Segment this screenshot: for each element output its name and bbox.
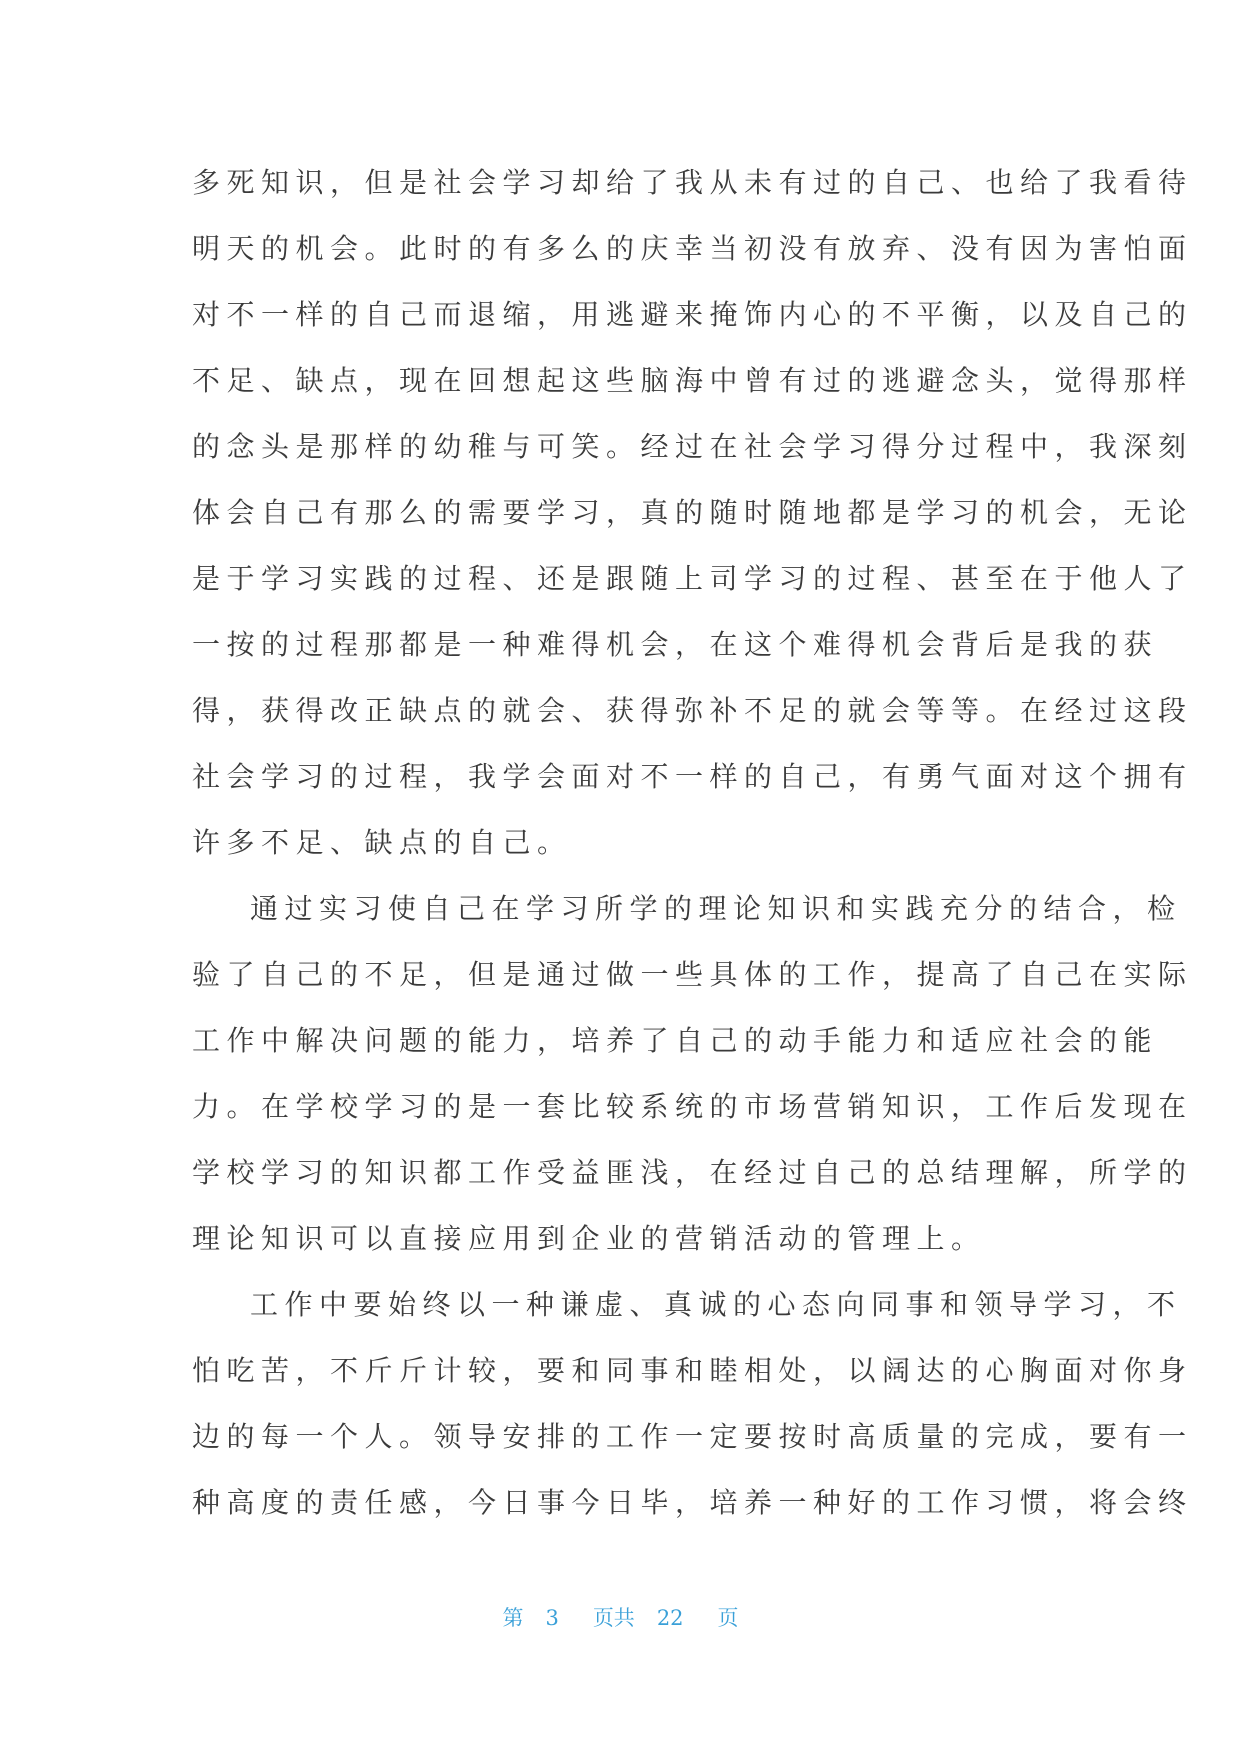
text-line: 不足、缺点，现在回想起这些脑海中曾有过的逃避念头，觉得那样 <box>192 364 1193 397</box>
text-line: 对不一样的自己而退缩，用逃避来掩饰内心的不平衡，以及自己的 <box>192 298 1193 331</box>
page-number: 3 <box>545 1606 559 1630</box>
text-line: 是于学习实践的过程、还是跟随上司学习的过程、甚至在于他人了 <box>192 562 1193 595</box>
text-line: 一按的过程那都是一种难得机会，在这个难得机会背后是我的获 <box>192 628 1159 661</box>
text-line: 理论知识可以直接应用到企业的营销活动的管理上。 <box>192 1222 986 1255</box>
text-line: 得，获得改正缺点的就会、获得弥补不足的就会等等。在经过这段 <box>192 694 1193 727</box>
text-line: 边的每一个人。领导安排的工作一定要按时高质量的完成，要有一 <box>192 1420 1193 1453</box>
text-line: 多死知识，但是社会学习却给了我从未有过的自己、也给了我看待 <box>192 166 1193 199</box>
footer-middle: 页共 <box>592 1606 635 1630</box>
text-line: 社会学习的过程，我学会面对不一样的自己，有勇气面对这个拥有 <box>192 760 1193 793</box>
text-line: 学校学习的知识都工作受益匪浅，在经过自己的总结理解，所学的 <box>192 1156 1193 1189</box>
text-line: 体会自己有那么的需要学习，真的随时随地都是学习的机会，无论 <box>192 496 1193 529</box>
footer-suffix: 页 <box>717 1606 739 1630</box>
text-line: 种高度的责任感，今日事今日毕，培养一种好的工作习惯，将会终 <box>192 1486 1193 1519</box>
paragraph-start-line: 工作中要始终以一种谦虚、真诚的心态向同事和领导学习，不 <box>250 1288 1182 1321</box>
text-line: 力。在学校学习的是一套比较系统的市场营销知识，工作后发现在 <box>192 1090 1193 1123</box>
footer-prefix: 第 <box>502 1606 524 1630</box>
text-line: 怕吃苦，不斤斤计较，要和同事和睦相处，以阔达的心胸面对你身 <box>192 1354 1193 1387</box>
total-pages: 22 <box>656 1606 684 1630</box>
text-line: 明天的机会。此时的有多么的庆幸当初没有放弃、没有因为害怕面 <box>192 232 1193 265</box>
text-line: 许多不足、缺点的自己。 <box>192 826 572 859</box>
text-line: 工作中解决问题的能力，培养了自己的动手能力和适应社会的能 <box>192 1024 1159 1057</box>
text-line: 验了自己的不足，但是通过做一些具体的工作，提高了自己在实际 <box>192 958 1193 991</box>
page-footer <box>0 1602 1241 1632</box>
paragraph-start-line: 通过实习使自己在学习所学的理论知识和实践充分的结合，检 <box>250 892 1182 925</box>
document-body <box>192 150 1193 1536</box>
text-line: 的念头是那样的幼稚与可笑。经过在社会学习得分过程中，我深刻 <box>192 430 1193 463</box>
